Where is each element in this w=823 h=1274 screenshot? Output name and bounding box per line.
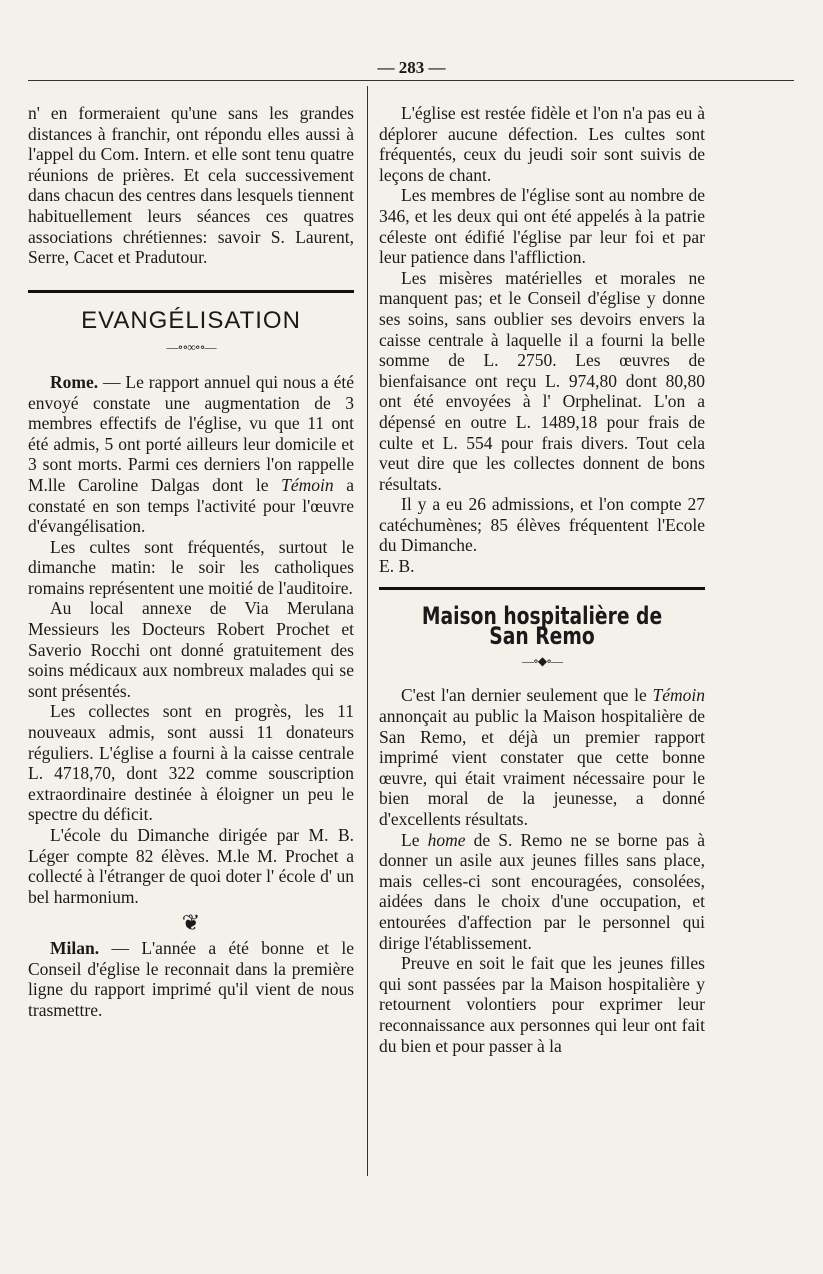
- paragraph: Les cultes sont fréquentés, surtout le dimanche matin: le soir les catholiques romains représentent une moitié de l'auditoire.: [28, 536, 354, 598]
- column-divider: [367, 86, 368, 1176]
- paragraph-milan: Milan. — L'année a été bonne et le Conseil d'église le reconnait dans la première ligne du rapport imprimé qu'il vient de nous trasmettre.: [28, 937, 354, 1020]
- journal-name: Témoin: [652, 685, 705, 706]
- place-name-rome: Rome.: [50, 371, 99, 392]
- emphasis-home: home: [427, 829, 466, 850]
- section-rule: [379, 587, 705, 590]
- title-flourish: —∘∘∞∘∘—: [166, 340, 216, 355]
- signature: E. B.: [379, 556, 415, 577]
- paragraph: L'école du Dimanche dirigée par M. B. Léger compte 82 élèves. M.le M. Prochet a collecté à l'étranger de quoi doter l' école d' un bel harmonium.: [28, 825, 354, 907]
- paragraph-continuation: n' en formeraient qu'une sans les grandes distances à franchir, ont répondu elles aussi à l'appel du Com. Intern. et elle sont tenu quatre réunions de prières. Et cela successivement dans chacun des centres dans lesquels tiennent habituellement leurs séances ces quatres associations chrétiennes: savoir S. Laurent, Serre, Cacet et Pradutour.: [28, 103, 354, 268]
- paragraph: Le home de S. Remo ne se borne pas à donner un asile aux jeunes filles sans place, mais celles-ci sont encouragées, consolées, aidées dans le choix d'une occupation, et entourées d'affection par le personnel qui dirige l'établissement.: [379, 829, 705, 953]
- header-rule: [28, 80, 794, 81]
- paragraph: Il y a eu 26 admissions, et l'on compte 27 catéchumènes; 85 élèves fréquentent l'Ecole du Dimanche.: [379, 494, 705, 556]
- right-column: [379, 103, 705, 1056]
- paragraph: L'église est restée fidèle et l'on n'a pas eu à déplorer aucune défection. Les cultes sont fréquentés, ceux du jeudi soir sont suivis de leçons de chant.: [379, 103, 705, 185]
- paragraph: Les membres de l'église sont au nombre de 346, et les deux qui ont été appelés à la patrie céleste ont édifié l'église par leur foi et par leur patience dans l'affliction.: [379, 185, 705, 268]
- paragraph: Les collectes sont en progrès, les 11 nouveaux admis, sont aussi 11 donateurs réguliers. L'église a fourni à la caisse centrale L. 4718,70, dont 322 comme souscription extraordinaire destinée à éloigner un peu le spectre du déficit.: [28, 701, 354, 825]
- paragraph: Les misères matérielles et morales ne manquent pas; et le Conseil d'église y donne ses soins, sans oublier ses devoirs envers la caisse centrale à laquelle il a fourni la belle somme de L. 2750. Les œuvres de bienfaisance ont reçu L. 974,80 dont 80,80 ont été envoyées à l' Orphelinat. L'on a dépensé en outre L. 1489,18 pour frais de culte et L. 554 pour frais divers. Tout cela veut dire que les collectes donnent de bons résultats.: [379, 267, 705, 494]
- paragraph: Au local annexe de Via Merulana Messieurs les Docteurs Robert Prochet et Saverio Rocchi ont donné gratuitement des soins médicaux aux nombreux malades qui se sont présentés.: [28, 598, 354, 701]
- paragraph-rome: Rome. — Le rapport annuel qui nous a été envoyé constate une augmentation de 3 membres effectifs de l'église, vu que 11 ont été admis, 5 ont porté ailleurs leur domicile et 3 sont morts. Parmi ces derniers l'on rappelle M.lle Caroline Dalgas dont le Témoin a constaté en son temps l'activité pour l'œuvre d'évangélisation.: [28, 371, 354, 537]
- section-title-san-remo: Maison hospitalière de San Remo: [421, 601, 663, 651]
- ornament-icon: ❦: [181, 910, 201, 936]
- journal-name: Témoin: [281, 474, 334, 495]
- paragraph: Preuve en soit le fait que les jeunes filles qui sont passées par la Maison hospitalière y retournent volontiers pour exprimer leur reconnaissance aux personnes qui leur ont fait du bien et pour passer à la: [379, 953, 705, 1056]
- left-column: [28, 103, 354, 1020]
- section-title-evangelisation: EVANGÉLISATION: [81, 306, 301, 334]
- title-flourish: —∘◆∘—: [522, 653, 562, 668]
- place-name-milan: Milan.: [50, 937, 100, 958]
- page-number: — 283 —: [377, 58, 446, 77]
- paragraph: C'est l'an dernier seulement que le Témoin annonçait au public la Maison hospitalière de San Remo, et déjà un premier rapport imprimé vient constater que cette bonne œuvre, qui était vraiment nécessaire pour le bien moral de la jeunesse, a donné d'excellents résultats.: [379, 685, 705, 829]
- section-rule: [28, 290, 354, 293]
